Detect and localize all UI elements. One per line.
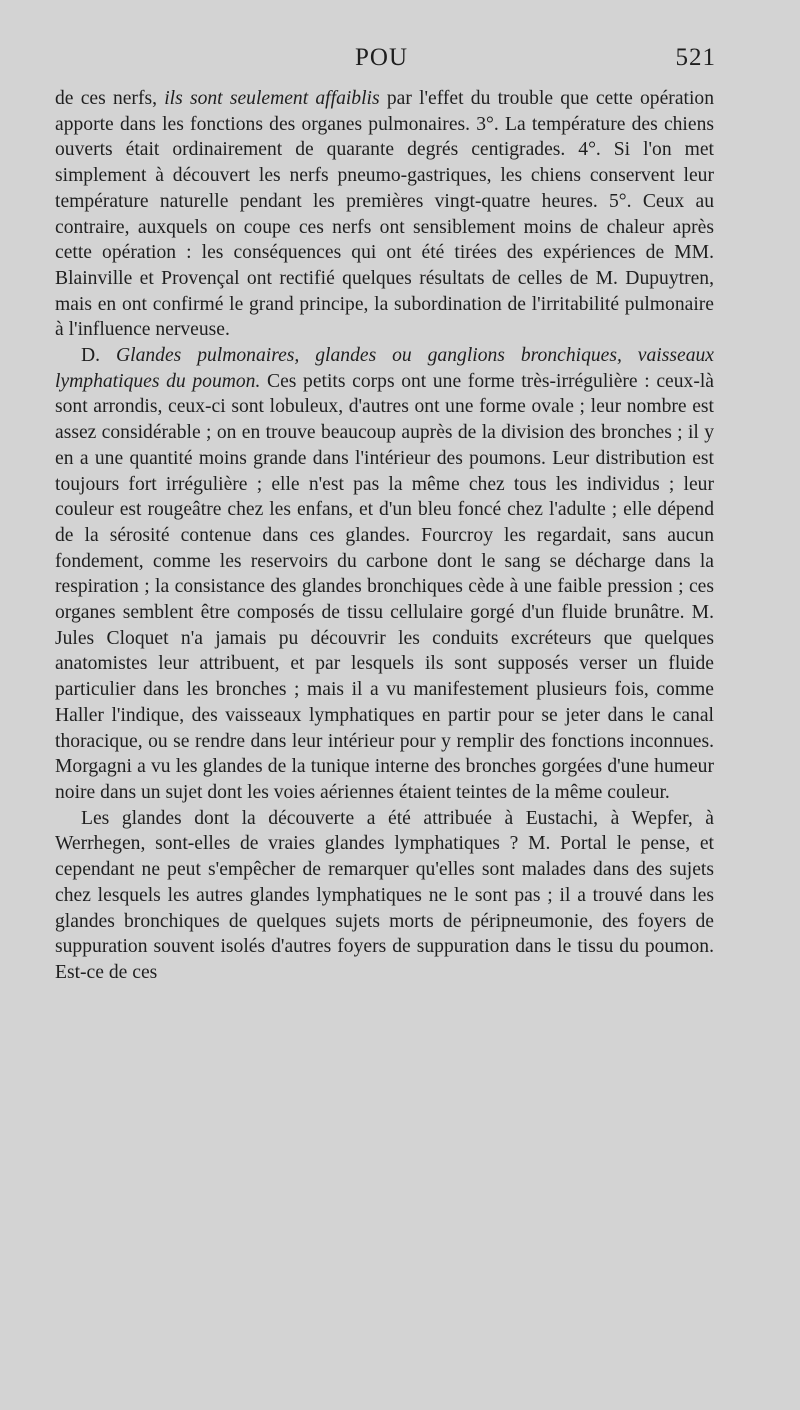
paragraph-2 <box>55 343 714 806</box>
paragraph-segment: par l'effet du trouble que cette opération apporte dans les fonctions des organes pulmonaires. 3°. La température des chiens ouverts était ordinairement de quarante degrés centigrades. 4°. Si l'on met simplement à découvert les nerfs pneumo-gastriques, les chiens conservent leur température naturelle pendant les premières vingt-quatre heures. 5°. Ceux au contraire, auxquels on coupe ces nerfs ont sensiblement moins de chaleur après cette opération : les conséquences qui ont été tirées des expériences de MM. Blainville et Provençal ont rectifié quelques résultats de celles de M. Dupuytren, mais en ont confirmé le grand principe, la subordination de l'irritabilité pulmonaire à l'influence nerveuse. <box>55 88 714 341</box>
paragraph-segment: Les glandes dont la découverte a été attribuée à Eustachi, à Wepfer, à Werrhegen, sont-elles de vraies glandes lymphatiques ? M. Portal le pense, et cependant ne peut s'empêcher de remarquer qu'elles sont malades dans des sujets chez lesquels les autres glandes lymphatiques ne le sont pas ; il a trouvé dans les glandes bronchiques de quelques sujets morts de péripneumonie, des foyers de suppuration souvent isolés d'autres foyers de suppuration dans le tissu du poumon. Est-ce de ces <box>55 807 714 983</box>
paragraph-3 <box>55 806 714 986</box>
running-head <box>55 40 714 86</box>
italic-segment: ils sont seulement affaiblis <box>164 88 380 109</box>
body-text <box>55 86 714 986</box>
paragraph-segment: Ces petits corps ont une forme très-irrégulière : ceux-là sont arrondis, ceux-ci sont lobuleux, d'autres ont une forme ovale ; leur nombre est assez considérable ; on en trouve beaucoup auprès de la division des bronches ; il y en a une quantité moins grande dans l'intérieur des poumons. Leur distribution est toujours fort irrégulière ; elle n'est pas la même chez tous les individus ; leur couleur est rougeâtre chez les enfans, et d'un bleu foncé chez l'adulte ; elle dépend de la sérosité contenue dans ces glandes. Fourcroy les regardait, sans aucun fondement, comme les reservoirs du carbone dont le sang se décharge dans la respiration ; la consistance des glandes bronchiques cède à une faible pression ; ces organes semblent être composés de tissu cellulaire gorgé d'un fluide brunâtre. M. Jules Cloquet n'a jamais pu découvrir les conduits excréteurs que quelques anatomistes leur attribuent, et par lesquels ils sont supposés verser un fluide particulier dans les bronches ; mais il a vu manifestement plusieurs fois, comme Haller l'indique, des vaisseaux lymphatiques en partir pour se jeter dans le canal thoracique, ou se rendre dans leur intérieur pour y remplir des fonctions inconnues. Morgagni a vu les glandes de la tunique interne des bronches gorgées d'une humeur noire dans un sujet dont les voies aériennes étaient teintes de la même couleur. <box>55 370 714 803</box>
running-title: POU <box>355 44 409 71</box>
paragraph-segment: de ces nerfs, <box>55 88 165 109</box>
page-number: 521 <box>675 44 716 71</box>
section-letter: D. <box>81 345 116 367</box>
paragraph-1 <box>55 86 714 343</box>
section-heading: Glandes pulmonaires, glandes ou ganglions bronchiques, vaisseaux lymphatiques du poumon. <box>55 345 714 392</box>
